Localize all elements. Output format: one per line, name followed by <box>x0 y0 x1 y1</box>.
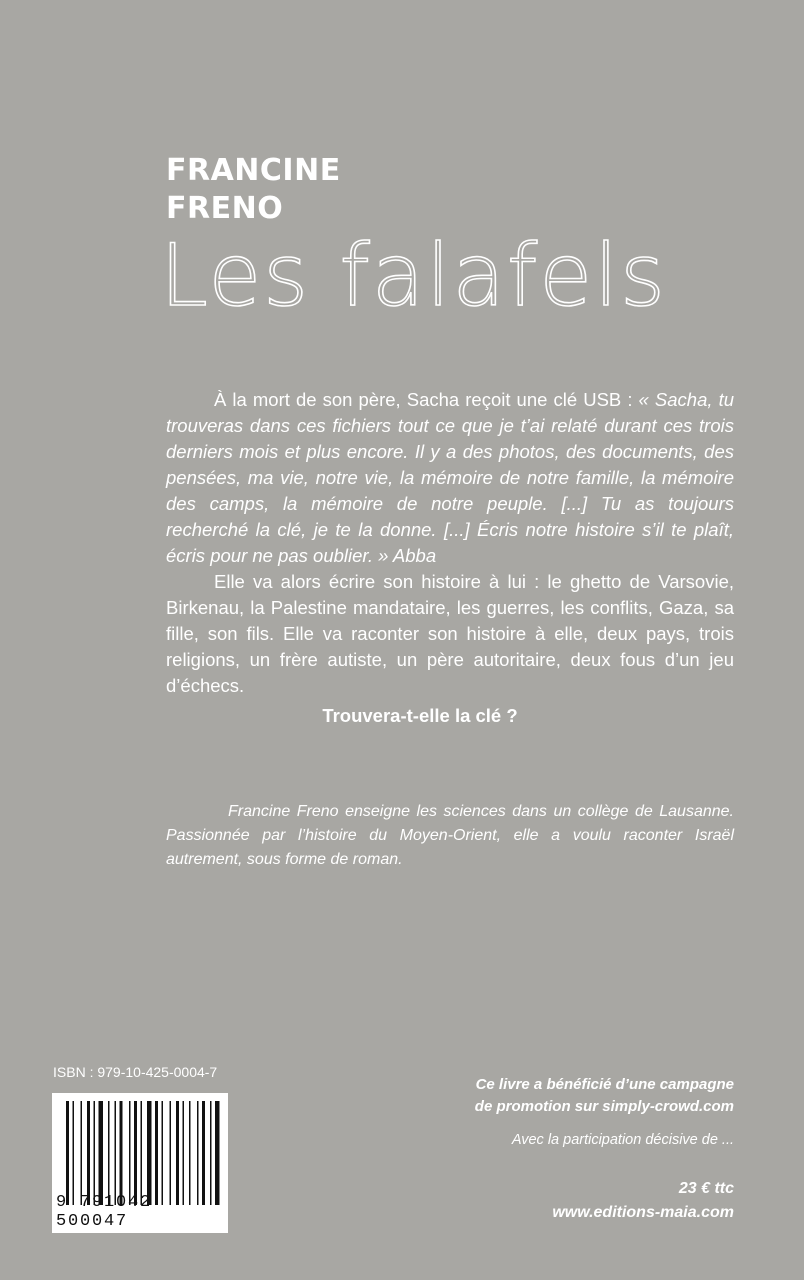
barcode-bar <box>81 1101 83 1205</box>
barcode-bar <box>134 1101 137 1205</box>
book-title: Les falafels <box>160 226 667 326</box>
blurb-paragraph-2: Elle va alors écrire son histoire à lui : le ghetto de Varsovie, Birkenau, la Palestine mandataire, les guerres, les conflits, Gaza, sa fille, son fils. Elle va raconter son histoire à elle, deux pays, trois religions, un frère autiste, un père autoritaire, deux fous d’un jeu d’échecs. <box>166 571 734 696</box>
author-name <box>166 152 341 228</box>
price: 23 € ttc <box>678 1180 734 1197</box>
barcode-bar <box>176 1101 179 1205</box>
blurb-question: Trouvera-t-elle la clé ? <box>322 705 518 726</box>
barcode-bar <box>73 1101 75 1205</box>
publisher-info <box>394 1074 734 1222</box>
author-first-name: FRANCINE <box>166 153 341 188</box>
barcode-bar <box>108 1101 110 1205</box>
barcode-bar <box>129 1101 131 1205</box>
barcode-bar <box>215 1101 220 1205</box>
barcode-bar <box>66 1101 69 1205</box>
author-last-name: FRENO <box>166 191 284 226</box>
blurb-intro: À la mort de son père, Sacha reçoit une clé USB : <box>214 389 633 410</box>
blurb <box>166 387 734 729</box>
barcode-bar <box>147 1101 152 1205</box>
barcode-bar <box>170 1101 172 1205</box>
barcode-bar <box>210 1101 212 1205</box>
barcode-bar <box>141 1101 143 1205</box>
barcode-bar <box>99 1101 104 1205</box>
barcode-digits: 9 791042 500047 <box>56 1193 153 1231</box>
author-bio: Francine Freno enseigne les sciences dans un collège de Lausanne. Passionnée par l’histoire du Moyen-Orient, elle a voulu raconter Israël autrement, sous forme de roman. <box>166 803 734 868</box>
barcode-bar <box>189 1101 191 1205</box>
promo-line-1: Ce livre a bénéficié d’une campagne <box>475 1076 734 1093</box>
blurb-quote: « Sacha, tu trouveras dans ces fichiers tout ce que je t’ai relaté durant ces trois derniers mois et plus encore. Il y a des photos, des documents, des pensées, ma vie, notre vie, la mémoire de notre famille, la mémoire des camps, la mémoire de notre peuple. [...] Tu as toujours recherché la clé, je te la donne. [...] Écris notre histoire s’il te plaît, écris pour ne pas oublier. » Abba <box>166 389 734 566</box>
barcode-bar <box>202 1101 205 1205</box>
isbn: ISBN : 979-10-425-0004-7 <box>53 1064 218 1080</box>
barcode-bar <box>183 1101 185 1205</box>
barcode-bar <box>87 1101 90 1205</box>
promo-line-2: de promotion sur simply-crowd.com <box>474 1098 734 1115</box>
website: www.editions-maia.com <box>552 1204 734 1221</box>
barcode-bar <box>162 1101 164 1205</box>
barcode <box>52 1093 228 1233</box>
barcode-bar <box>115 1101 117 1205</box>
participation-text: Avec la participation décisive de ... <box>511 1132 734 1148</box>
barcode-bar <box>120 1101 123 1205</box>
promo-text <box>394 1074 734 1118</box>
barcode-bar <box>94 1101 96 1205</box>
barcode-bar <box>197 1101 199 1205</box>
barcode-bar <box>155 1101 158 1205</box>
